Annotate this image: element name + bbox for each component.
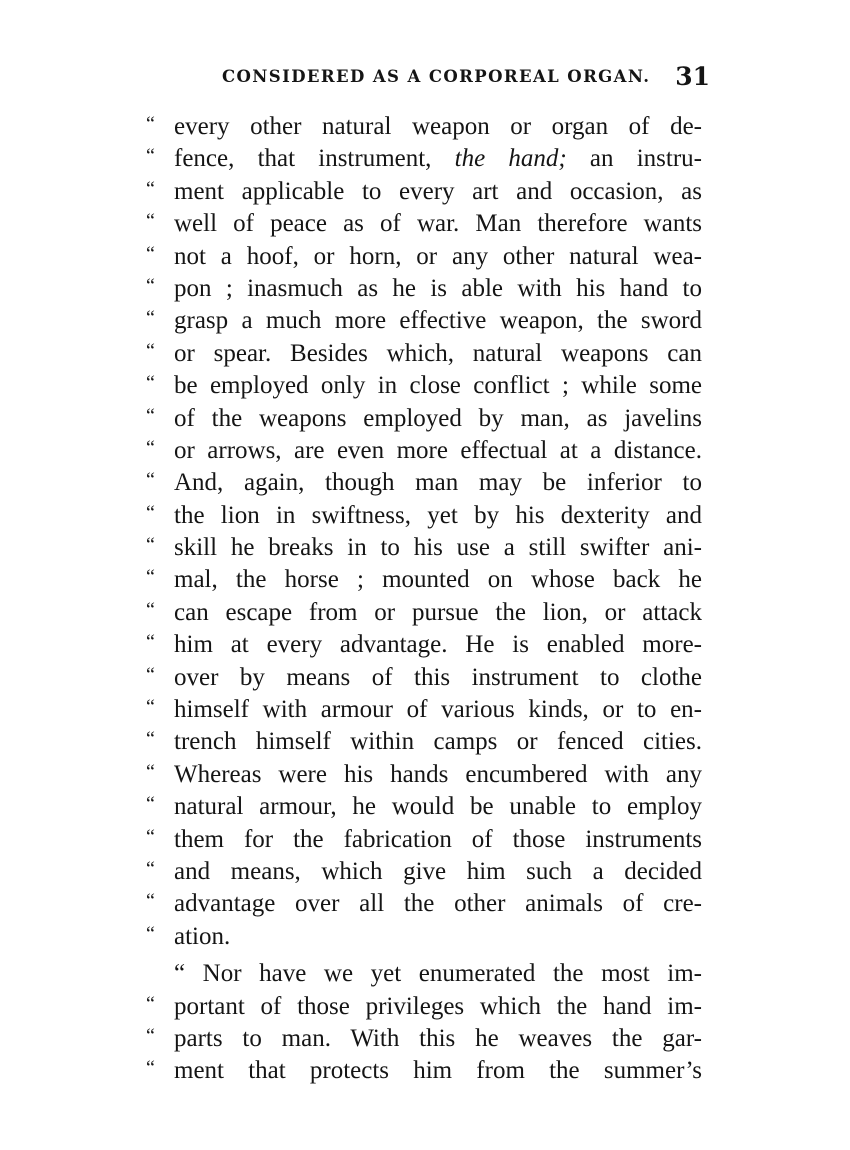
text-line	[146, 1055, 702, 1087]
italic-phrase: the hand;	[454, 145, 567, 173]
line-text-with-emphasis	[174, 143, 702, 175]
body-text	[146, 111, 702, 1088]
quotation-mark: “	[146, 436, 155, 459]
line-text: and means, which give him such a decided	[174, 857, 702, 885]
line-text-before: fence, that instrument,	[174, 145, 455, 173]
text-line	[146, 532, 702, 564]
line-text: skill he breaks in to his use a still swifter ani-	[174, 534, 702, 562]
text-line	[146, 467, 702, 499]
quotation-mark: “	[146, 992, 155, 1015]
text-line	[146, 111, 702, 143]
quotation-mark: “	[146, 242, 155, 265]
line-text: ation.	[174, 922, 231, 950]
line-text-after: an instru-	[566, 145, 702, 173]
line-text: over by means of this instrument to clothe	[174, 663, 702, 691]
quotation-mark: “	[146, 728, 155, 751]
quotation-mark: “	[146, 534, 155, 557]
line-text: mal, the horse ; mounted on whose back he	[174, 566, 702, 594]
quotation-mark: “	[146, 566, 155, 589]
paragraph-start-text: “ Nor have we yet enumerated the most im-	[174, 960, 702, 988]
line-text: portant of those privileges which the hand im-	[174, 992, 702, 1020]
quotation-mark: “	[146, 890, 155, 913]
page-number: 31	[675, 62, 710, 91]
quotation-mark: “	[146, 274, 155, 297]
quotation-mark: “	[146, 177, 155, 200]
quotation-mark: “	[146, 1057, 155, 1080]
text-line	[146, 241, 702, 273]
quotation-mark: “	[146, 663, 155, 686]
text-line	[146, 305, 702, 337]
text-line	[146, 208, 702, 240]
line-text: ment applicable to every art and occasion, as	[174, 177, 702, 205]
line-text: And, again, though man may be inferior to	[174, 469, 702, 497]
line-text: ment that protects him from the summer’s	[174, 1057, 702, 1085]
quotation-mark: “	[146, 825, 155, 848]
text-line	[146, 958, 702, 990]
quotation-mark: “	[146, 501, 155, 524]
text-line	[146, 597, 702, 629]
line-text: not a hoof, or horn, or any other natural wea-	[174, 242, 702, 270]
text-line	[146, 1023, 702, 1055]
quotation-mark: “	[146, 145, 155, 168]
line-text: Whereas were his hands encumbered with any	[174, 760, 702, 788]
text-line	[146, 759, 702, 791]
line-text: every other natural weapon or organ of de-	[174, 113, 702, 140]
running-title: CONSIDERED AS A CORPOREAL ORGAN.	[222, 67, 651, 86]
quotation-mark: “	[146, 696, 155, 719]
line-text: be employed only in close conflict ; while some	[174, 372, 702, 400]
line-text: of the weapons employed by man, as javelins	[174, 404, 702, 432]
text-line	[146, 338, 702, 370]
line-text: can escape from or pursue the lion, or attack	[174, 598, 702, 626]
quotation-mark: “	[146, 372, 155, 395]
text-line	[146, 435, 702, 467]
quotation-mark: “	[146, 598, 155, 621]
quotation-mark: “	[146, 404, 155, 427]
line-text: grasp a much more effective weapon, the sword	[174, 307, 702, 335]
line-text: the lion in swiftness, yet by his dexterity and	[174, 501, 702, 529]
quotation-mark: “	[146, 210, 155, 233]
text-line	[146, 921, 702, 953]
text-line	[146, 726, 702, 758]
line-text: parts to man. With this he weaves the gar-	[174, 1024, 702, 1052]
line-text: natural armour, he would be unable to employ	[174, 793, 702, 821]
quotation-mark: “	[146, 113, 155, 135]
text-line	[146, 143, 702, 175]
quotation-mark: “	[146, 631, 155, 654]
line-text: well of peace as of war. Man therefore wants	[174, 210, 702, 238]
quotation-mark: “	[146, 1024, 155, 1047]
text-line	[146, 791, 702, 823]
text-line	[146, 824, 702, 856]
line-text: or arrows, are even more effectual at a distance.	[174, 436, 702, 464]
text-line	[146, 500, 702, 532]
text-line	[146, 564, 702, 596]
quotation-mark: “	[146, 339, 155, 362]
text-line	[146, 629, 702, 661]
line-text: pon ; inasmuch as he is able with his hand to	[174, 274, 702, 302]
line-text: himself with armour of various kinds, or to en-	[174, 696, 702, 724]
text-line	[146, 888, 702, 920]
line-text: trench himself within camps or fenced cities.	[174, 728, 702, 756]
text-line	[146, 662, 702, 694]
line-text: advantage over all the other animals of cre-	[174, 890, 702, 918]
quotation-mark: “	[146, 922, 155, 945]
text-line	[146, 273, 702, 305]
text-line	[146, 403, 702, 435]
line-text: or spear. Besides which, natural weapons can	[174, 339, 702, 367]
text-line	[146, 856, 702, 888]
line-text: him at every advantage. He is enabled more-	[174, 631, 702, 659]
text-line	[146, 694, 702, 726]
line-text: them for the fabrication of those instruments	[174, 825, 702, 853]
text-line	[146, 370, 702, 402]
text-line	[146, 991, 702, 1023]
running-head	[222, 62, 710, 92]
quotation-mark: “	[146, 793, 155, 816]
quotation-mark: “	[146, 469, 155, 492]
quotation-mark: “	[146, 857, 155, 880]
quotation-mark: “	[146, 760, 155, 783]
quotation-mark: “	[146, 307, 155, 330]
text-line	[146, 176, 702, 208]
